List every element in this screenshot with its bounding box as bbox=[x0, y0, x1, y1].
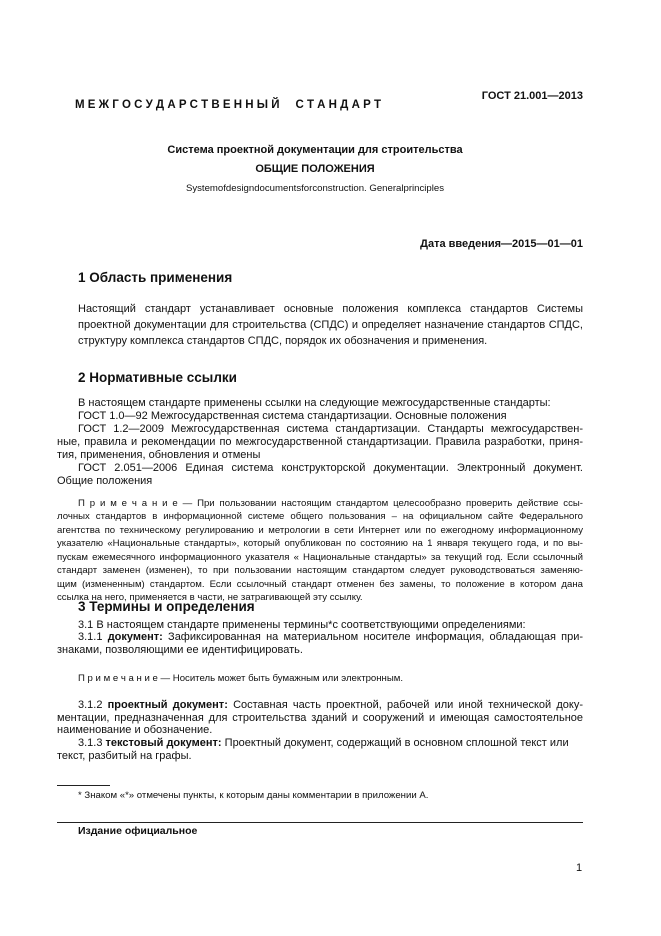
text-line-section2-lines-4: тия, применения, обновления и отмены bbox=[57, 449, 261, 461]
footer-rule bbox=[57, 822, 583, 823]
t2-term: проектный документ: bbox=[107, 699, 228, 711]
text-line-section3-intro: 3.1 В настоящем стандарте применены термины*с соответствующими определениями: bbox=[78, 619, 526, 631]
effective-date: Дата введения—2015—01—01 bbox=[420, 238, 583, 250]
text-line-section2-lines-0: В настоящем стандарте применены ссылки на следующие межгосударственные стандарты: bbox=[78, 397, 551, 409]
page-number: 1 bbox=[576, 862, 583, 874]
text-line-section2-note-lines-0: П р и м е ч а н и е — При пользовании настоящим стандартом целесообразно проверить действие ссы- bbox=[78, 498, 583, 509]
t1-term: документ: bbox=[107, 631, 163, 643]
text-line-section2-note-lines-4: пускам ежемесячного информационного указателя « Национальные стандарты» за текущий год. Если ссылочный bbox=[57, 552, 583, 563]
t2-line1 bbox=[78, 699, 583, 712]
standard-type: М Е Ж Г О С У Д А Р С Т В Е Н Н Ы Й С Т А Н Д А Р Т bbox=[75, 99, 381, 111]
document-subtitle: ОБЩИЕ ПОЛОЖЕНИЯ bbox=[255, 163, 375, 175]
document-title: Система проектной документации для строительства bbox=[167, 144, 463, 156]
text-line-section3-note: П р и м е ч а н и е — Носитель может быть бумажным или электронным. bbox=[78, 673, 404, 684]
section-2-heading: 2 Нормативные ссылки bbox=[78, 370, 237, 385]
text-line-section3-t2-line2: ментации, предназначенная для строительства зданий и сооружений и имеющая самостоятельное bbox=[57, 712, 583, 724]
text-line-section2-lines-1: ГОСТ 1.0—92 Межгосударственная система стандартизации. Основные положения bbox=[78, 410, 507, 422]
text-line-section2-note-lines-5: стандарт заменен (изменен), то при пользовании настоящим стандартом следует руководствоваться заменяю- bbox=[57, 565, 583, 576]
t3-def: Проектный документ, содержащий в основном сплошной текст или bbox=[224, 737, 569, 749]
text-line-section2-lines-5: ГОСТ 2.051—2006 Единая система конструкторской документации. Электронный документ. bbox=[78, 462, 583, 474]
section-1-heading: 1 Область применения bbox=[78, 270, 233, 285]
text-line-section1-lines-2: структуру комплекса стандартов СПДС, порядок их обозначения и применения. bbox=[78, 335, 488, 347]
text-line-section2-note-lines-6: щим (измененным) стандартом. Если ссылочный стандарт отменен без замены, то положение в котором дана bbox=[57, 579, 583, 590]
edition-label: Издание официальное bbox=[78, 825, 198, 837]
t2-def: Составная часть проектной, рабочей или иной технической доку- bbox=[233, 699, 584, 711]
t2-num: 3.1.2 bbox=[78, 699, 103, 711]
footnote-rule bbox=[57, 785, 110, 786]
t3-term: текстовый документ: bbox=[105, 737, 222, 749]
text-line-section3-t2-line3: наименование и обозначение. bbox=[57, 724, 213, 736]
text-line-section2-note-lines-3: указателю «Национальные стандарты», который опубликован по состоянию на 1 января текущего года, и по вы- bbox=[57, 538, 583, 549]
t1-num: 3.1.1 bbox=[78, 631, 103, 643]
text-line-section3-t1-line2: знаками, позволяющими ее идентифицировать. bbox=[57, 644, 303, 656]
text-line-section2-note-lines-1: лочных стандартов в информационной системе общего пользования – на официальном сайте Федерального bbox=[57, 511, 583, 522]
doc-number: ГОСТ 21.001—2013 bbox=[481, 90, 583, 102]
text-line-section2-note-lines-7: ссылка на него, применяется в части, не затрагивающей эту ссылку. bbox=[57, 592, 363, 603]
t1-line1 bbox=[78, 631, 583, 644]
t1-def: Зафиксированная на материальном носителе информация, обладающая при- bbox=[168, 631, 584, 643]
t3-num: 3.1.3 bbox=[78, 737, 103, 749]
text-line-section1-lines-0: Настоящий стандарт устанавливает основные положения комплекса стандартов Системы bbox=[78, 303, 583, 315]
text-line-section2-lines-3: ные, правила и рекомендации по межгосударственной стандартизации. Правила разработки, приня- bbox=[57, 436, 583, 448]
footnote: * Знаком «*» отмечены пункты, к которым даны комментарии в приложении А. bbox=[78, 790, 429, 801]
document-title-english: Systemofdesigndocumentsforconstruction. Generalprinciples bbox=[185, 183, 445, 194]
text-line-section2-lines-2: ГОСТ 1.2—2009 Межгосударственная система стандартизации. Стандарты межгосударствен- bbox=[78, 423, 583, 435]
text-line-section3-t3-line2: текст, разбитый на графы. bbox=[57, 750, 192, 762]
section-3-heading: 3 Термины и определения bbox=[78, 599, 255, 614]
text-line-section2-lines-6: Общие положения bbox=[57, 475, 153, 487]
text-line-section2-note-lines-2: агентства по техническому регулированию и метрологии в сети Интернет или по ежегодному информационному bbox=[57, 525, 583, 536]
text-line-section1-lines-1: проектной документации для строительства (СПДС) и определяет назначение стандартов СПДС, bbox=[78, 319, 583, 331]
t3-line1 bbox=[78, 737, 569, 750]
